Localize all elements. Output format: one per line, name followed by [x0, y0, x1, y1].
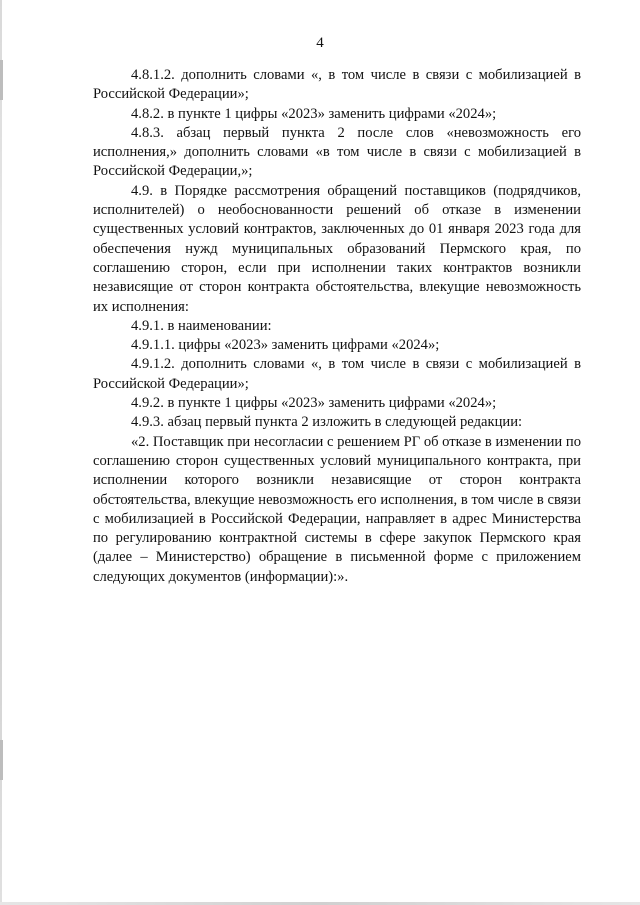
page-number: 4	[316, 35, 324, 51]
paragraph-4-9-1-2: 4.9.1.2. дополнить словами «, в том числе в связи с мобилизацией в Российской Федерации»;	[93, 356, 581, 392]
paragraph-4-9-1-1: 4.9.1.1. цифры «2023» заменить цифрами «2024»;	[131, 337, 440, 354]
paragraph-4-9: 4.9. в Порядке рассмотрения обращений поставщиков (подрядчиков, исполнителей) о необоснованности решений об отказе в изменении существенных условий контрактов, заключенных до 01 января 2023 года для обеспечения нужд муниципальных образований Пермского края, по соглашению сторон, если при исполнении таких контрактов возникли независящие от сторон контракта обстоятельства, влекущие невозможность их исполнения:	[93, 182, 581, 315]
paragraph-4-8-3: 4.8.3. абзац первый пункта 2 после слов «невозможность его исполнения,» дополнить словами «в том числе в связи с мобилизацией в Российской Федерации,»;	[93, 124, 581, 180]
paragraph-4-8-2: 4.8.2. в пункте 1 цифры «2023» заменить цифрами «2024»;	[131, 105, 497, 122]
paragraph-4-9-1: 4.9.1. в наименовании:	[131, 317, 272, 334]
scan-edge-mark	[0, 740, 3, 780]
document-body	[93, 66, 581, 587]
paragraph-4-9-2: 4.9.2. в пункте 1 цифры «2023» заменить цифрами «2024»;	[131, 395, 497, 412]
paragraph-4-8-1-2: 4.8.1.2. дополнить словами «, в том числе в связи с мобилизацией в Российской Федерации»;	[93, 67, 581, 103]
paragraph-4-9-3: 4.9.3. абзац первый пункта 2 изложить в следующей редакции:	[131, 414, 523, 431]
scan-edge-mark	[0, 60, 3, 100]
paragraph-quoted-clause-2: «2. Поставщик при несогласии с решением РГ об отказе в изменении по соглашению сторон существенных условий муниципального контракта, при исполнении которого возникли независящие от сторон контракта обстоятельства, влекущие невозможность его исполнения, в том числе в связи с мобилизацией в Российской Федерации, направляет в адрес Министерства по регулированию контрактной системы в сфере закупок Пермского края (далее – Министерство) обращение в письменной форме с приложением следующих документов (информации):».	[93, 433, 581, 585]
